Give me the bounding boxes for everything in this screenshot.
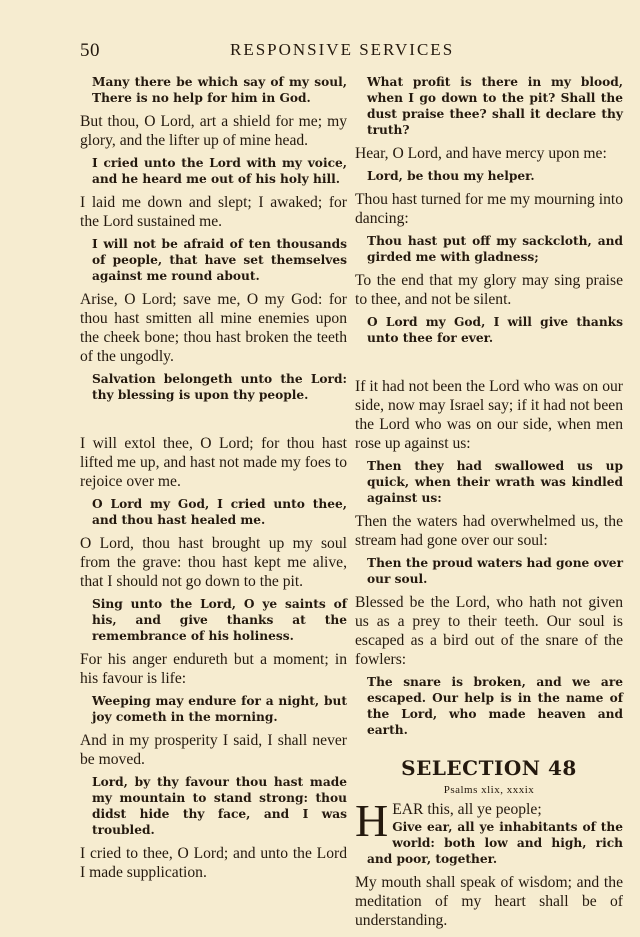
section-gap (355, 352, 623, 377)
running-head: RESPONSIVE SERVICES (230, 40, 455, 59)
verse: If it had not been the Lord who was on our side, now may Israel say; if it had not been the Lord who was on our side, when men rose up against us: (355, 378, 623, 452)
response: Sing unto the Lord, O ye saints of his, and give thanks at the remembrance of his holiness. (92, 597, 347, 643)
response: O Lord my God, I cried unto thee, and thou hast healed me. (92, 497, 347, 527)
section-gap (80, 409, 347, 434)
verse: For his anger endureth but a moment; in his favour is life: (80, 651, 347, 687)
response: What profit is there in my blood, when I go down to the pit? Shall the dust praise thee? shall it declare thy truth? (367, 75, 623, 137)
selection-verse: My mouth shall speak of wisdom; and the meditation of my heart shall be of understanding. (355, 874, 623, 929)
selection-first-response: Give ear, all ye inhabitants of the world: both low and high, rich and poor, together. (367, 820, 623, 866)
right-column-psalm-text (355, 74, 623, 738)
verse: Hear, O Lord, and have mercy upon me: (355, 145, 607, 162)
verse: But thou, O Lord, art a shield for me; my glory, and the lifter up of mine head. (80, 113, 347, 149)
verse: Thou hast turned for me my mourning into dancing: (355, 191, 623, 227)
verse: Arise, O Lord; save me, O my God: for thou hast smitten all mine enemies upon the cheek bone; thou hast broken the teeth of the ungodly. (80, 291, 347, 365)
verse: I will extol thee, O Lord; for thou hast lifted me up, and hast not made my foes to rejoice over me. (80, 435, 347, 490)
selection-48 (355, 756, 623, 930)
verse: O Lord, thou hast brought up my soul from the grave: thou hast kept me alive, that I should not go down to the pit. (80, 535, 347, 590)
page-number: 50 (80, 40, 100, 61)
response: Lord, by thy favour thou hast made my mountain to stand strong: thou didst hide thy face, and I was troubled. (92, 775, 347, 837)
response: Salvation belongeth unto the Lord: thy blessing is upon thy people. (92, 372, 347, 402)
response: O Lord my God, I will give thanks unto thee for ever. (367, 315, 623, 345)
response: Thou hast put off my sackcloth, and girded me with gladness; (367, 234, 623, 264)
response: I will not be afraid of ten thousands of people, that have set themselves against me round about. (92, 237, 347, 283)
drop-cap: H (355, 795, 389, 846)
verse: I cried to thee, O Lord; and unto the Lord I made supplication. (80, 845, 347, 881)
verse: Then the waters had overwhelmed us, the stream had gone over our soul: (355, 513, 623, 549)
left-column (80, 74, 347, 887)
selection-first-line: EAR this, all ye people; (392, 801, 542, 818)
selection-reference: Psalms xlix, xxxix (443, 784, 535, 796)
verse: Blessed be the Lord, who hath not given us as a prey to their teeth. Our soul is escaped as a bird out of the snare of the fowlers: (355, 594, 623, 668)
verse: To the end that my glory may sing praise to thee, and not be silent. (355, 272, 623, 308)
verse: I laid me down and slept; I awaked; for the Lord sustained me. (80, 194, 347, 230)
response: Lord, be thou my helper. (367, 169, 535, 183)
selection-opening (355, 795, 623, 867)
verse: And in my prosperity I said, I shall never be moved. (80, 732, 347, 768)
response: Weeping may endure for a night, but joy cometh in the morning. (92, 694, 347, 724)
right-column (355, 74, 623, 935)
response: Then they had swallowed us up quick, when their wrath was kindled against us: (367, 459, 623, 505)
response: The snare is broken, and we are escaped. Our help is in the name of the Lord, who made heaven and earth. (367, 675, 623, 737)
response: I cried unto the Lord with my voice, and he heard me out of his holy hill. (92, 156, 347, 186)
response: Then the proud waters had gone over our soul. (367, 556, 623, 586)
response: Many there be which say of my soul, There is no help for him in God. (92, 75, 347, 105)
page-header (80, 40, 620, 68)
selection-title: SELECTION 48 (401, 756, 577, 780)
